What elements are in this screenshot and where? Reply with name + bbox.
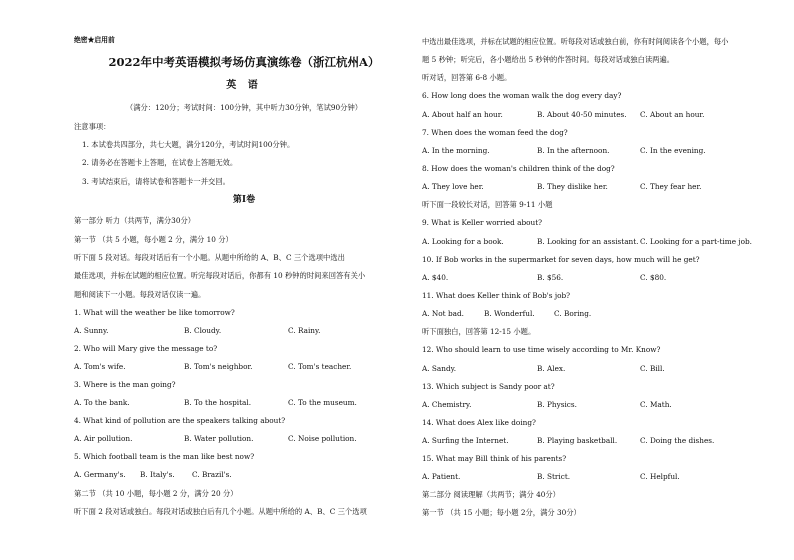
- option-a: A. About half an hour.: [422, 110, 503, 119]
- option-b: B. Tom's neighbor.: [184, 362, 253, 371]
- listen-prompt: 听下面一段较长对话，回答第 9-11 小题: [422, 200, 553, 209]
- option-c: C. About an hour.: [640, 110, 705, 119]
- option-c: C. Boring.: [554, 309, 592, 318]
- option-a: A. Sunny.: [74, 326, 109, 335]
- option-a: A. Chemistry.: [422, 400, 472, 409]
- section1-heading: 第一节 （共 5 小题，每小题 2 分，满分 10 分）: [74, 235, 233, 244]
- option-c: C. Doing the dishes.: [640, 436, 715, 445]
- listen-prompt: 听下面独白，回答第 12-15 小题。: [422, 327, 536, 336]
- question-1: 1. What will the weather be like tomorrow?: [74, 308, 235, 317]
- option-c: C. In the evening.: [640, 146, 706, 155]
- question-7: 7. When does the woman feed the dog?: [422, 128, 568, 137]
- section-juan-1: 第I卷: [232, 195, 256, 205]
- question-4: 4. What kind of pollution are the speakers talking about?: [74, 416, 286, 425]
- exam-meta: （满分：120分；考试时间：100分钟，其中听力30分钟，笔试90分钟）: [125, 103, 363, 112]
- option-c: C. Rainy.: [288, 326, 321, 335]
- option-a: A. Not bad.: [422, 309, 464, 318]
- section2-heading: 第二节 （共 10 小题，每小题 2 分，满分 20 分）: [74, 489, 238, 498]
- notice-item: 2. 请务必在答题卡上答题，在试卷上答题无效。: [82, 158, 238, 167]
- part1-heading: 第一部分 听力（共两节，满分30分）: [74, 216, 196, 225]
- question-11: 11. What does Keller think of Bob's job?: [422, 291, 571, 300]
- option-a: A. Tom's wife.: [74, 362, 126, 371]
- option-c: C. Looking for a part-time job.: [640, 237, 752, 246]
- question-15: 15. What may Bill think of his parents?: [422, 454, 567, 463]
- option-c: C. Bill.: [640, 364, 665, 373]
- option-a: A. In the morning.: [422, 146, 490, 155]
- part2-heading: 第二部分 阅读理解（共两节；满分 40分）: [422, 490, 560, 499]
- option-c: C. They fear her.: [640, 182, 702, 191]
- part2-section1-heading: 第一节 （共 15 小题；每小题 2分，满分 30分）: [422, 508, 581, 517]
- option-a: A. Germany's.: [74, 470, 126, 479]
- question-13: 13. Which subject is Sandy poor at?: [422, 382, 555, 391]
- section1-instruction: 题和阅读下一小题。每段对话仅读一遍。: [74, 290, 206, 299]
- question-6: 6. How long does the woman walk the dog every day?: [422, 91, 622, 100]
- section1-instruction: 听下面 5 段对话。每段对话后有一个小题。从题中所给的 A、B、C 三个选项中选出: [74, 253, 345, 262]
- option-b: B. Strict.: [537, 472, 571, 481]
- option-b: B. In the afternoon.: [537, 146, 610, 155]
- option-c: C. Math.: [640, 400, 672, 409]
- question-2: 2. Who will Mary give the message to?: [74, 344, 218, 353]
- option-b: B. Alex.: [537, 364, 566, 373]
- option-b: B. Physics.: [537, 400, 577, 409]
- option-a: A. Patient.: [422, 472, 461, 481]
- option-b: B. Cloudy.: [184, 326, 222, 335]
- notice-heading: 注意事项：: [74, 122, 111, 131]
- option-b: B. Wonderful.: [484, 309, 535, 318]
- option-b: B. Water pollution.: [184, 434, 254, 443]
- section2-instruction: 听下面 2 段对话或独白。每段对话或独白后有几个小题。从题中所给的 A、B、C 三个选项: [74, 507, 367, 516]
- section2-instruction-cont: 中选出最佳选项，并标在试题的相应位置。听每段对话或独白前，你有时间阅读各个小题，每小: [422, 37, 729, 46]
- question-12: 12. Who should learn to use time wisely according to Mr. Know?: [422, 345, 661, 354]
- option-c: C. Tom's teacher.: [288, 362, 352, 371]
- listen-prompt: 听对话，回答第 6-8 小题。: [422, 73, 512, 82]
- option-a: A. They love her.: [422, 182, 484, 191]
- option-a: A. Air pollution.: [74, 434, 133, 443]
- question-8: 8. How does the woman's children think of the dog?: [422, 164, 615, 173]
- question-10: 10. If Bob works in the supermarket for seven days, how much will he get?: [422, 255, 700, 264]
- option-a: A. Sandy.: [422, 364, 457, 373]
- section1-instruction: 最佳选项，并标在试题的相应位置。听完每段对话后，你都有 10 秒钟的时间来回答有关小: [74, 271, 366, 280]
- notice-item: 3. 考试结束后，请将试卷和答题卡一并交回。: [82, 177, 230, 186]
- option-b: B. About 40-50 minutes.: [537, 110, 627, 119]
- option-a: A. To the bank.: [74, 398, 130, 407]
- option-b: B. Looking for an assistant.: [537, 237, 639, 246]
- secret-label: 绝密★启用前: [74, 36, 115, 44]
- option-c: C. $80.: [640, 273, 667, 282]
- option-b: B. Italy's.: [140, 470, 175, 479]
- option-a: A. Surfing the Internet.: [422, 436, 509, 445]
- section2-instruction-cont: 题 5 秒钟；听完后，各小题给出 5 秒钟的作答时间。每段对话或独白读两遍。: [422, 55, 675, 64]
- exam-title: 2022年中考英语模拟考场仿真演练卷（浙江杭州A）: [108, 55, 380, 69]
- option-a: A. $40.: [422, 273, 449, 282]
- option-b: B. To the hospital.: [184, 398, 252, 407]
- option-c: C. Noise pollution.: [288, 434, 357, 443]
- option-a: A. Looking for a book.: [422, 237, 504, 246]
- subject-title: 英 语: [226, 80, 262, 91]
- option-b: B. They dislike her.: [537, 182, 608, 191]
- option-c: C. Helpful.: [640, 472, 680, 481]
- question-9: 9. What is Keller worried about?: [422, 218, 543, 227]
- question-5: 5. Which football team is the man like best now?: [74, 452, 255, 461]
- question-3: 3. Where is the man going?: [74, 380, 176, 389]
- question-14: 14. What does Alex like doing?: [422, 418, 536, 427]
- option-c: C. To the museum.: [288, 398, 357, 407]
- notice-item: 1. 本试卷共四部分，共七大题，满分120分，考试时间100分钟。: [82, 140, 295, 149]
- option-b: B. Playing basketball.: [537, 436, 618, 445]
- option-b: B. $56.: [537, 273, 564, 282]
- option-c: C. Brazil's.: [192, 470, 232, 479]
